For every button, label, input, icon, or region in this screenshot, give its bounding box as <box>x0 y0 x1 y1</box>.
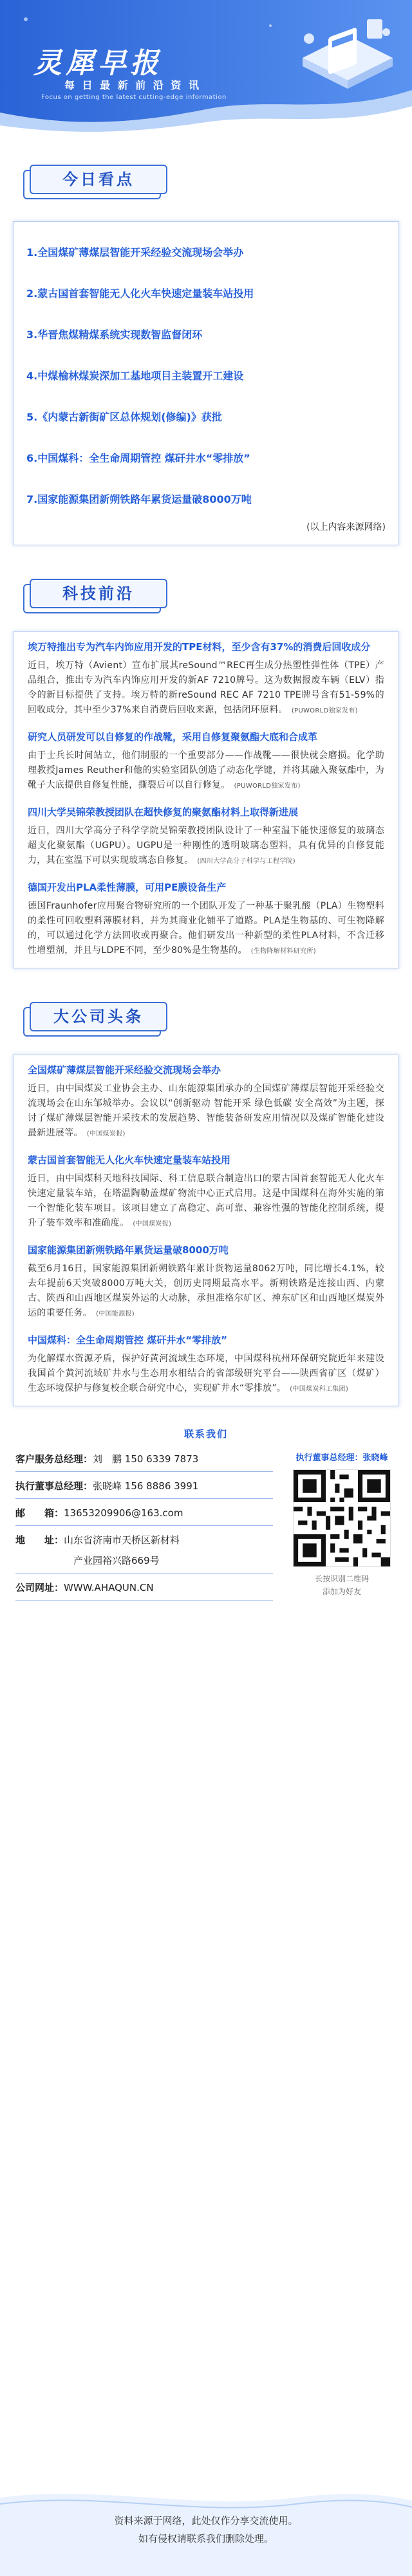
contact-label: 公司网址： <box>15 1582 64 1593</box>
tech-article <box>14 797 398 873</box>
corp-tag-label: 大公司头条 <box>53 1007 144 1026</box>
highlight-item[interactable]: 1.全国煤矿薄煤层智能开采经验交流现场会举办 <box>26 246 244 259</box>
contact-value[interactable]: 13653209906@163.com <box>64 1507 183 1519</box>
contact-label: 执行董事总经理： <box>15 1480 93 1492</box>
tech-tag-label: 科技前沿 <box>62 584 135 603</box>
contact-section <box>15 1451 397 1663</box>
contact-address <box>15 1532 180 1548</box>
highlight-item[interactable]: 2.蒙古国首套智能无人化火车快速定量装车站投用 <box>26 287 254 300</box>
corp-article <box>14 1325 398 1401</box>
article-source: (生物降解材料研究所) <box>250 948 316 955</box>
tech-article <box>14 632 398 722</box>
corp-card <box>13 1055 399 1406</box>
corp-article <box>14 1235 398 1325</box>
article-text: 为化解煤水资源矛盾，保护好黄河流域生态环境，中国煤科杭州环保研究院近年来建设我国首个黄河流域矿井水与生态用水相结合的省部级研究平台——陕西省矿区（煤矿）生态环境保护与修复校企联合研究中心，实现矿井水“零排放”。 <box>28 1354 384 1393</box>
article-body <box>28 1172 384 1231</box>
highlight-item[interactable]: 3.华晋焦煤精煤系统实现数智监督闭环 <box>26 329 203 341</box>
divider <box>15 1525 273 1526</box>
contact-value[interactable]: WWW.AHAQUN.CN <box>64 1582 154 1593</box>
article-body <box>28 899 384 959</box>
banner-title: 灵犀早报 <box>33 47 162 80</box>
article-source: (中国煤炭报) <box>86 1130 126 1138</box>
footer-line2: 如有侵权请联系我们删除处理。 <box>138 2533 274 2544</box>
article-source: (中国煤炭报) <box>133 1220 172 1228</box>
article-text: 近日，由中国煤科天地科技国际、科工信息联合制造出口的蒙古国首套智能无人化火车快速定量装车站，在塔温陶勒盖煤矿物流中心正式启用。这是中国煤科在海外实施的第一个智能化装车项目。该项目建立了高稳定、高可靠、兼容性强的智能化控制系统，提升了装车效率和准确度。 <box>28 1174 384 1228</box>
tech-article <box>14 873 398 963</box>
article-title[interactable]: 埃万特推出专为汽车内饰应用开发的TPE材料，至少含有37%的消费后回收成分 <box>28 641 371 653</box>
article-title[interactable]: 蒙古国首套智能无人化火车快速定量装车站投用 <box>28 1154 231 1166</box>
corp-tag <box>23 1002 170 1038</box>
contact-value: 刘 鹏 150 6339 7873 <box>93 1453 199 1465</box>
footer-line1: 资料来源于网络，此处仅作分享交流使用。 <box>114 2515 298 2526</box>
divider <box>15 1600 273 1601</box>
corp-article <box>14 1145 398 1235</box>
highlight-item[interactable]: 5.《内蒙古新街矿区总体规划(修编)》获批 <box>26 411 222 423</box>
banner-subtitle: 每 日 最 新 前 沿 资 讯 <box>64 79 201 91</box>
contact-value: 山东省济南市天桥区新材料 <box>64 1534 180 1546</box>
article-source: (四川大学高分子科学与工程学院) <box>197 858 296 865</box>
corp-article <box>14 1055 398 1145</box>
qr-code[interactable] <box>293 1469 391 1567</box>
contact-label: 邮 箱： <box>15 1507 64 1519</box>
qr-caption-line2: 添加为好友 <box>322 1587 361 1596</box>
contact-label: 地 址： <box>15 1534 64 1546</box>
highlight-item[interactable]: 6.中国煤科：全生命周期管控 煤矸井水“零排放” <box>26 452 250 464</box>
highlights-source-note: (以上内容来源网络) <box>306 522 386 532</box>
article-source: (中国能源报) <box>96 1311 135 1318</box>
article-text: 截至6月16日，国家能源集团新朔铁路年累计货物运量8062万吨，同比增长4.1%，较去年提前6天突破8000万吨大关，创历史同期最高水平。新朔铁路是连接山西、内蒙古、陕西和山西地区煤炭外运的大动脉，承担准格尔矿区、神东矿区和山西地区煤炭外运的重要任务。 <box>28 1264 384 1318</box>
article-title[interactable]: 国家能源集团新朔铁路年累货运量破8000万吨 <box>28 1244 229 1256</box>
highlights-tag-label: 今日看点 <box>62 170 135 188</box>
highlight-item[interactable]: 4.中煤榆林煤炭深加工基地项目主装置开工建设 <box>26 370 244 382</box>
qr-caption-line1: 长按识别二维码 <box>314 1574 369 1583</box>
contact-website <box>15 1579 154 1596</box>
contact-value: 张晓峰 156 8886 3991 <box>93 1480 199 1492</box>
article-title[interactable]: 全国煤矿薄煤层智能开采经验交流现场会举办 <box>28 1064 221 1076</box>
article-title[interactable]: 中国煤科：全生命周期管控 煤矸井水“零排放” <box>28 1334 227 1346</box>
banner-english: Focus on getting the latest cutting-edge information <box>41 94 227 101</box>
article-source: (PUWORLD独家发布) <box>234 783 301 790</box>
contact-label: 客户服务总经理： <box>15 1453 93 1465</box>
article-body <box>28 748 384 794</box>
article-title[interactable]: 研究人员研发可以自修复的作战靴，采用自修复聚氨酯大底和合成革 <box>28 731 318 743</box>
highlights-card <box>13 221 399 545</box>
qr-panel <box>287 1451 397 1598</box>
article-text: 德国Fraunhofer应用聚合物研究所的一个团队开发了一种基于聚乳酸（PLA）生物塑料的柔性可回收塑料薄膜材料，并为其商业化铺平了道路。PLA是生物基的、可生物降解的，可以通过化学方法回收或再聚合。他们研发出一种新型的柔性PLA材料，不含迁移性增塑剂，并且与LDPE不同，至少80%是生物基的。 <box>28 901 384 956</box>
contact-email <box>15 1505 183 1521</box>
article-text: 由于士兵长时间站立，他们制服的一个重要部分——作战靴——很快就会磨损。化学助理教授James Reuther和他的实验室团队创造了动态化学键，并将其融入聚氨酯中，为靴子大底提供自修复性能，撕裂后可以自行修复。 <box>28 750 384 790</box>
article-body <box>28 1352 384 1397</box>
tech-card <box>13 631 399 968</box>
highlight-item[interactable]: 7.国家能源集团新朔铁路年累货运量破8000万吨 <box>26 493 252 505</box>
article-text: 近日，由中国煤炭工业协会主办、山东能源集团承办的全国煤矿薄煤层智能开采经验交流现场会在山东邹城举办。会议以“创新驱动 智能开采 绿色低碳 安全高效”为主题，探讨了煤矿薄煤层智能开采技术的发展趋势、智能装备研发应用情况以及煤矿智能化建设最新进展等。 <box>28 1084 384 1138</box>
article-text: 近日，四川大学高分子科学学院吴锦荣教授团队设计了一种室温下能快速修复的玻璃态超支化聚氨酯（UGPU）。UGPU是一种刚性的透明玻璃态塑料，具有优异的自修复能力，其在室温下可以实现玻璃态自修复。 <box>28 826 384 866</box>
article-body <box>28 658 384 718</box>
contact-director <box>15 1478 198 1494</box>
header-banner <box>0 0 412 135</box>
qr-title: 执行董事总经理：张晓峰 <box>295 1453 388 1463</box>
article-body <box>28 1262 384 1321</box>
contact-manager <box>15 1451 198 1467</box>
article-body <box>28 1082 384 1141</box>
article-source: (PUWORLD独家发布) <box>291 707 358 714</box>
qr-code-icon <box>294 1470 390 1566</box>
footer <box>0 2485 412 2576</box>
article-source: (中国煤炭科工集团) <box>290 1386 349 1393</box>
divider <box>15 1498 273 1499</box>
article-body <box>28 824 384 869</box>
article-title[interactable]: 四川大学吴锦荣教授团队在超快修复的聚氨酯材料上取得新进展 <box>28 806 299 818</box>
divider <box>15 1573 273 1574</box>
tech-tag <box>23 579 170 615</box>
footer-text <box>0 2512 412 2548</box>
contact-address-line2: 产业园裕兴路669号 <box>73 1555 160 1566</box>
divider <box>15 1471 273 1472</box>
highlights-tag <box>23 165 170 201</box>
article-text: 近日，埃万特（Avient）宣布扩展其reSound™REC再生成分热塑性弹性体（TPE）产品组合，推出专为汽车内饰应用开发的新AF 7210牌号。这为数据报废车辆（ELV）指令的新目标提供了支持。埃万特的新reSound REC AF 7210 TPE牌号含有51-59%的回收成分，其中至少37%来自消费后回收来源，包括闭环原料。 <box>28 660 384 715</box>
contact-header: 联系我们 <box>183 1428 228 1440</box>
tech-article <box>14 722 398 797</box>
article-title[interactable]: 德国开发出PLA柔性薄膜，可用PE膜设备生产 <box>28 882 227 893</box>
